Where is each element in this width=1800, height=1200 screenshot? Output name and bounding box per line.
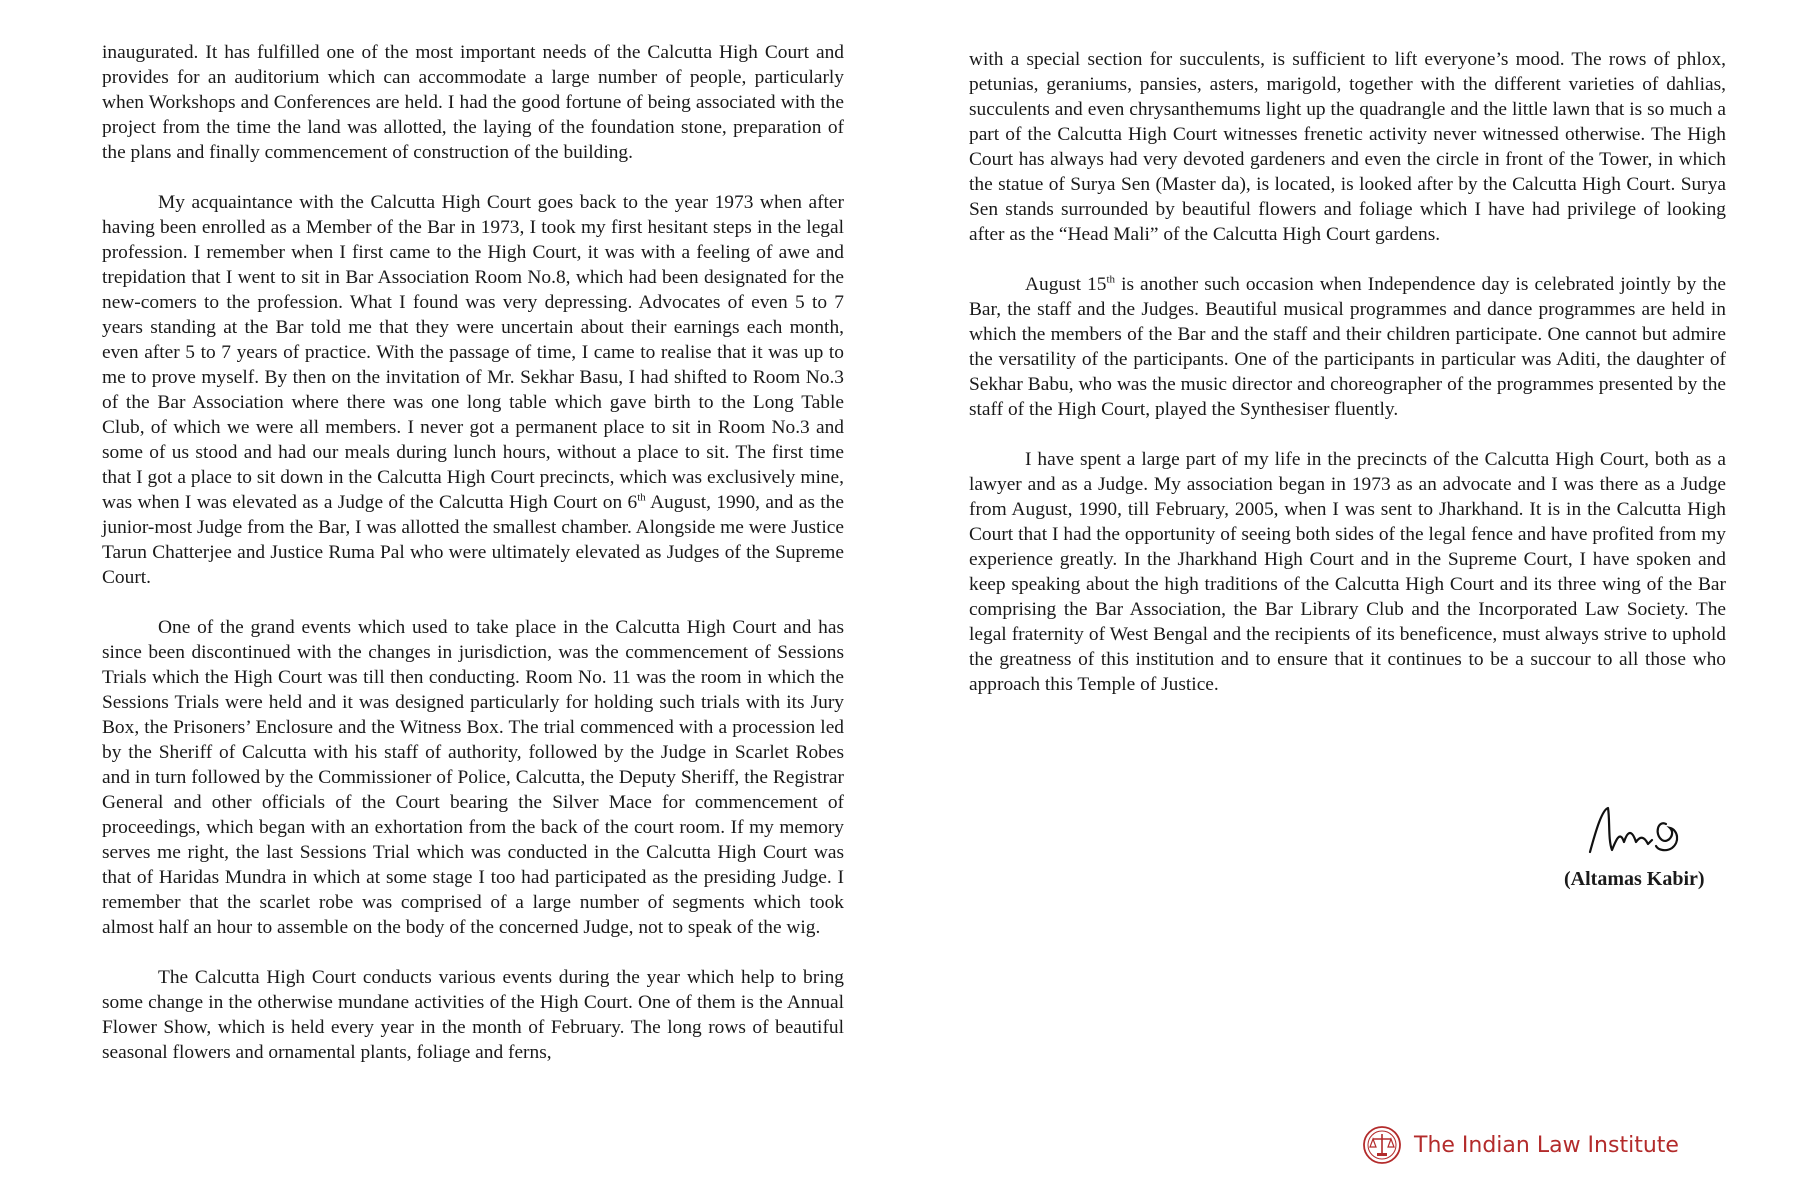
left-paragraph-3: One of the grand events which used to take place in the Calcutta High Court and has since been discontinued with the changes in jurisdiction, was the commencement of Sessions Trials which the High Court was till then conducting. Room No. 11 was the room in which the Sessions Trials were held and it was designed particularly for holding such trials with its Jury Box, the Prisoners’ Enclosure and the Witness Box. The trial commenced with a procession led by the Sheriff of Calcutta with his staff of authority, followed by the Judge in Scarlet Robes and in turn followed by the Commissioner of Police, Calcutta, the Deputy Sheriff, the Registrar General and other officials of the Court bearing the Silver Mace for commencement of proceedings, which began with an exhortation from the back of the court room. If my memory serves me right, the last Sessions Trial which was conducted in the Calcutta High Court was that of Haridas Mundra in which at some stage I too had participated as the presiding Judge. I remember that the scarlet robe was comprised of a large number of segments which took almost half an hour to assemble on the body of the concerned Judge, not to speak of the wig. [102, 617, 844, 938]
indian-law-institute-logo [1362, 1125, 1679, 1165]
right-paragraph-1: with a special section for succulents, is sufficient to lift everyone’s mood. The rows of phlox, petunias, geraniums, pansies, asters, marigold, together with the different varieties of dahlias, succulents and even chrysanthemums light up the quadrangle and the little lawn that is so much a part of the Calcutta High Court witnesses frenetic activity never witnessed otherwise. The High Court has always had very devoted gardeners and even the circle in front of the Tower, in which the statue of Surya Sen (Master da), is located, is looked after by the Calcutta High Court. Surya Sen stands surrounded by beautiful flowers and foliage which I have had privilege of looking after as the “Head Mali” of the Calcutta High Court gardens. [969, 49, 1726, 245]
signatory-name: (Altamas Kabir) [1564, 868, 1705, 890]
scales-emblem-icon [1362, 1125, 1402, 1165]
right-paragraph-2-text-a: August 15 [1025, 274, 1107, 295]
right-paragraph-3: I have spent a large part of my life in the precincts of the Calcutta High Court, both as a lawyer and as a Judge. My association began in 1973 as an advocate and I was there as a Judge from August, 1990, till February, 2005, when I was sent to Jharkhand. It is in the Calcutta High Court that I had the opportunity of seeing both sides of the legal fence and have profited from my experience greatly. In the Jharkhand High Court and in the Supreme Court, I have spoken and keep speaking about the high traditions of the Calcutta High Court and its three wing of the Bar comprising the Bar Association, the Bar Library Club and the Incorporated Law Society. The legal fraternity of West Bengal and the recipients of its beneficence, must always strive to uphold the greatness of this institution and to ensure that it continues to be a succour to all those who approach this Temple of Justice. [969, 449, 1726, 695]
left-paragraph-2-text-b: August, 1990, and as the junior-most Judge from the Bar, I was allotted the smallest chamber. Alongside me were Justice Tarun Chatterjee and Justice Ruma Pal who were ultimately elevated as Judges of the Supreme Court. [102, 492, 844, 588]
left-paragraph-2-text-a: My acquaintance with the Calcutta High Court goes back to the year 1973 when after having been enrolled as a Member of the Bar in 1973, I took my first hesitant steps in the legal profession. I remember when I first came to the High Court, it was with a feeling of awe and trepidation that I went to sit in Bar Association Room No.8, which had been designated for the new-comers to the profession. What I found was very depressing. Advocates of even 5 to 7 years standing at the Bar told me that they were uncertain about their earnings each month, even after 5 to 7 years of practice. With the passage of time, I came to realise that it was up to me to prove myself. By then on the invitation of Mr. Sekhar Basu, I had shifted to Room No.3 of the Bar Association where there was one long table which gave birth to the Long Table Club, of which we were all members. I never got a permanent place to sit in Room No.3 and some of us stood and had our meals during lunch hours, without a place to sit. The first time that I got a place to sit down in the Calcutta High Court precincts, which was exclusively mine, was when I was elevated as a Judge of the Calcutta High Court on 6 [102, 192, 844, 513]
right-paragraph-2-text-b: is another such occasion when Independence day is celebrated jointly by the Bar, the staff and the Judges. Beautiful musical programmes and dance programmes are held in which the members of the Bar and the staff and their children participate. One cannot but admire the versatility of the participants. One of the participants in particular was Aditi, the daughter of Sekhar Babu, who was the music director and choreographer of the programmes presented by the staff of the High Court, played the Synthesiser fluently. [969, 274, 1727, 420]
left-paragraph-4: The Calcutta High Court conducts various events during the year which help to bring some change in the otherwise mundane activities of the High Court. One of them is the Annual Flower Show, which is held every year in the month of February. The long rows of beautiful seasonal flowers and ornamental plants, foliage and ferns, [102, 967, 844, 1063]
signature-block [1480, 800, 1750, 910]
left-column [102, 40, 844, 1090]
logo-text: The Indian Law Institute [1414, 1132, 1679, 1158]
left-paragraph-2 [102, 190, 844, 590]
left-paragraph-1: inaugurated. It has fulfilled one of the most important needs of the Calcutta High Court and provides for an auditorium which can accommodate a large number of people, particularly when Workshops and Conferences are held. I had the good fortune of being associated with the project from the time the land was allotted, the laying of the foundation stone, preparation of the plans and finally commencement of construction of the building. [102, 42, 844, 163]
handwritten-signature-icon [1582, 800, 1692, 860]
right-paragraph-2-superscript: th [1106, 273, 1116, 286]
right-paragraph-2 [969, 272, 1726, 422]
right-column [969, 47, 1726, 722]
left-paragraph-2-superscript: th [637, 491, 646, 504]
